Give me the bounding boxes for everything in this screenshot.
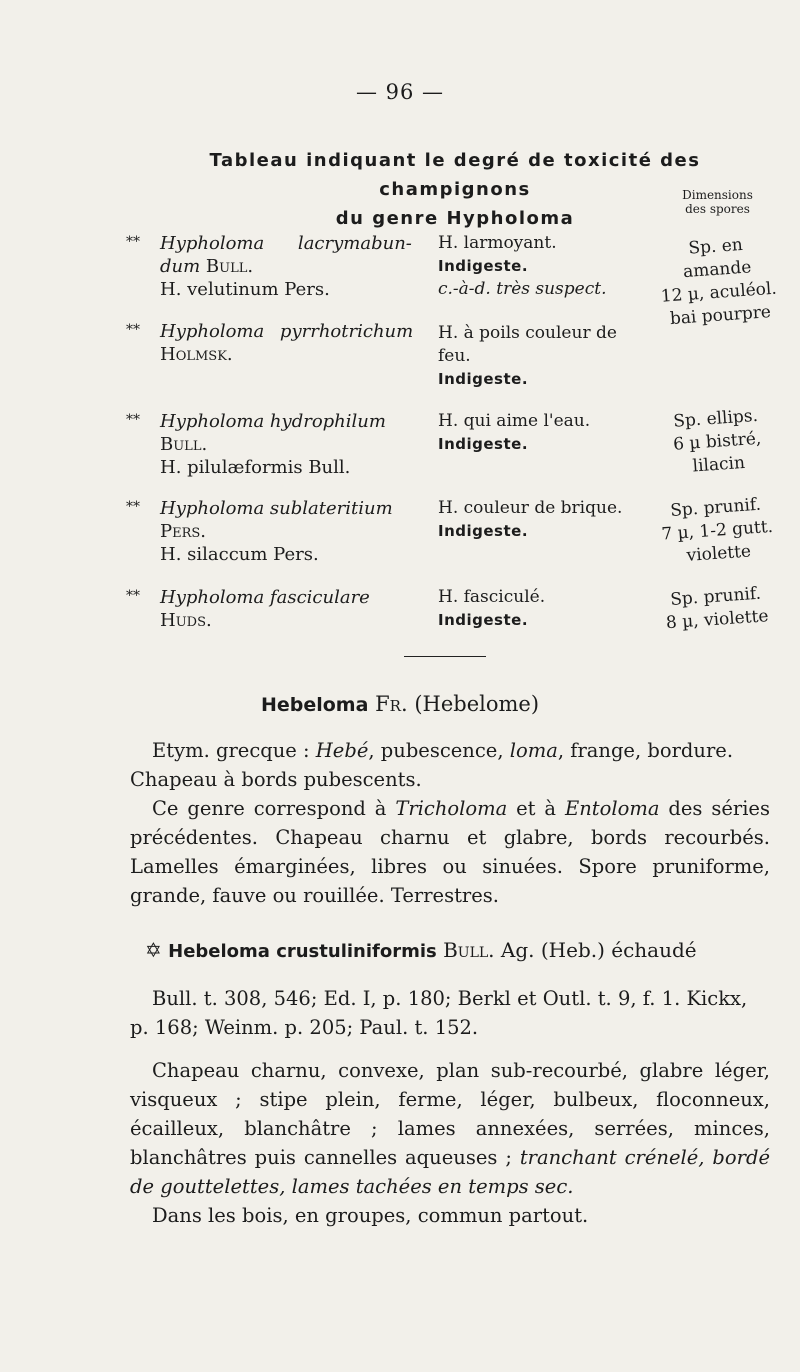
spore-dim-line: 8 µ, violette: [665, 606, 770, 634]
genre-entoloma: Entoloma: [564, 797, 660, 820]
latin-name-italic: Hypholoma hydrophilum: [160, 411, 386, 432]
toxicity-stars: **: [126, 322, 140, 338]
species-desc-text: Chapeau charnu, convexe, plan sub-recourbé, glabre léger, visqueux ; stipe plein, ferme, léger, bulbeux, floconneux, écailleux, blanchâtre ; lames annexées, serrées, minces, blanchâtres puis cannelles aqueuses ;: [130, 1059, 770, 1169]
toxicity-label: Indigeste.: [438, 611, 529, 629]
spore-dim-line: 6 µ bistré,: [672, 428, 762, 455]
spore-dim-line: lilacin: [692, 452, 746, 477]
latin-author: Bull.: [160, 434, 208, 455]
genre-text-2: et à: [507, 797, 565, 820]
genre-tricholoma: Tricholoma: [395, 797, 508, 820]
spore-dim-line: Sp. prunif.: [669, 494, 762, 521]
common-name: [438, 232, 658, 301]
section-divider: [404, 656, 486, 657]
common-name: [438, 497, 658, 543]
latin-author: Pers.: [160, 521, 207, 542]
latin-name-italic-2: dum: [160, 256, 201, 277]
common-name-text: H. qui aime l'eau.: [438, 411, 591, 431]
species-description: [130, 984, 770, 1230]
latin-name: [160, 410, 420, 479]
genus-french-name: (Hebelome): [414, 692, 540, 716]
species-author: Bull.: [443, 938, 495, 962]
latin-author: Holmsk.: [160, 344, 233, 365]
latin-name: [160, 497, 420, 566]
species-heading-rest: Ag. (Heb.) échaudé: [494, 938, 697, 962]
common-name: [438, 586, 658, 632]
spore-dim-line: Sp. ellips.: [672, 405, 759, 432]
common-name-text: H. couleur de brique.: [438, 498, 623, 518]
etym-text-2: , pubescence,: [368, 739, 510, 762]
etym-hebe: Hebé: [315, 739, 369, 762]
species-paragraph: [130, 1056, 770, 1201]
table-title-line-1: Tableau indiquant le degré de toxicité des champignons: [209, 150, 701, 200]
spore-dim-line: violette: [685, 541, 752, 566]
dimensions-header-line-2: des spores: [685, 202, 750, 216]
toxicity-label: Indigeste.: [438, 257, 529, 275]
spore-dimensions: [655, 582, 778, 636]
genre-text: Ce genre correspond à: [152, 797, 396, 820]
spore-dim-line: bai pourpre: [669, 302, 772, 330]
genus-author: Fr.: [375, 692, 408, 716]
latin-name-italic: Hypholoma sublateritium: [160, 498, 393, 519]
chapeau-note: Chapeau à bords pubescents.: [130, 768, 422, 791]
genus-heading: [0, 692, 800, 716]
species-habitat: Dans les bois, en groupes, commun partout.: [152, 1204, 589, 1227]
spore-dimensions: [655, 232, 781, 332]
synonym: H. velutinum Pers.: [160, 279, 330, 300]
etym-text-3: , frange, bordure.: [557, 739, 734, 762]
genre-text-3: des séries précédentes. Chapeau charnu et glabre, bords recourbés. Lamelles émarginées, libres ou sinuées. Spore pruniforme, grande, fauve ou rouillée. Terrestres.: [130, 797, 770, 907]
spore-dim-line: amande: [682, 257, 752, 283]
edibility-symbol: ✡: [145, 938, 162, 962]
spore-dim-line: Sp. en: [687, 234, 744, 259]
spore-dim-line: 7 µ, 1-2 gutt.: [660, 516, 774, 545]
common-name: [438, 322, 658, 391]
toxicity-note: c.-à-d. très suspect.: [438, 279, 607, 299]
common-name-text-2: feu.: [438, 346, 471, 366]
toxicity-stars: **: [126, 412, 140, 428]
common-name: [438, 410, 658, 456]
toxicity-stars: **: [126, 499, 140, 515]
dimensions-header: [670, 188, 765, 216]
etym-text: Etym. grecque :: [152, 739, 316, 762]
table-title-line-2: du genre Hypholoma: [335, 208, 575, 229]
dimensions-header-line-1: Dimensions: [682, 188, 753, 202]
species-references: Bull. t. 308, 546; Ed. I, p. 180; Berkl et Outl. t. 9, f. 1. Kickx, p. 168; Weinm. p. 205; Paul. t. 152.: [130, 987, 748, 1039]
latin-name: [160, 586, 420, 632]
common-name-text: H. fasciculé.: [438, 587, 546, 607]
species-heading: [145, 938, 785, 962]
latin-name: [160, 320, 420, 366]
spore-dimensions: [655, 404, 780, 481]
toxicity-stars: **: [126, 588, 140, 604]
toxicity-label: Indigeste.: [438, 522, 529, 540]
latin-author: Huds.: [160, 610, 212, 631]
species-name: Hebeloma crustuliniformis: [168, 941, 437, 962]
synonym: H. pilulæformis Bull.: [160, 457, 351, 478]
latin-author: Bull.: [205, 256, 254, 277]
species-desc-italic: tranchant crénelé, bordé de gouttelettes, lames tachées en temps sec.: [130, 1146, 770, 1198]
toxicity-label: Indigeste.: [438, 435, 529, 453]
genus-name: Hebeloma: [260, 694, 369, 716]
spore-dim-line: Sp. prunif.: [669, 583, 762, 610]
toxicity-label: Indigeste.: [438, 370, 529, 388]
latin-name-italic: Hypholoma fasciculare: [160, 587, 370, 608]
common-name-text: H. larmoyant.: [438, 233, 557, 253]
spore-dim-line: 12 µ, aculéol.: [660, 278, 778, 307]
latin-name-italic: Hypholoma pyrrhotrichum: [160, 321, 414, 342]
etymology: [130, 736, 770, 765]
latin-name: [160, 232, 420, 301]
genus-paragraph: [130, 794, 770, 910]
spore-dimensions: [655, 493, 780, 570]
etym-loma: loma: [509, 739, 558, 762]
latin-name-italic: Hypholoma lacrymabun-: [160, 233, 412, 254]
common-name-text: H. à poils couleur de: [438, 323, 617, 343]
toxicity-stars: **: [126, 234, 140, 250]
page-number: — 96 —: [355, 80, 445, 104]
genus-description: [130, 736, 770, 910]
synonym: H. silaccum Pers.: [160, 544, 319, 565]
